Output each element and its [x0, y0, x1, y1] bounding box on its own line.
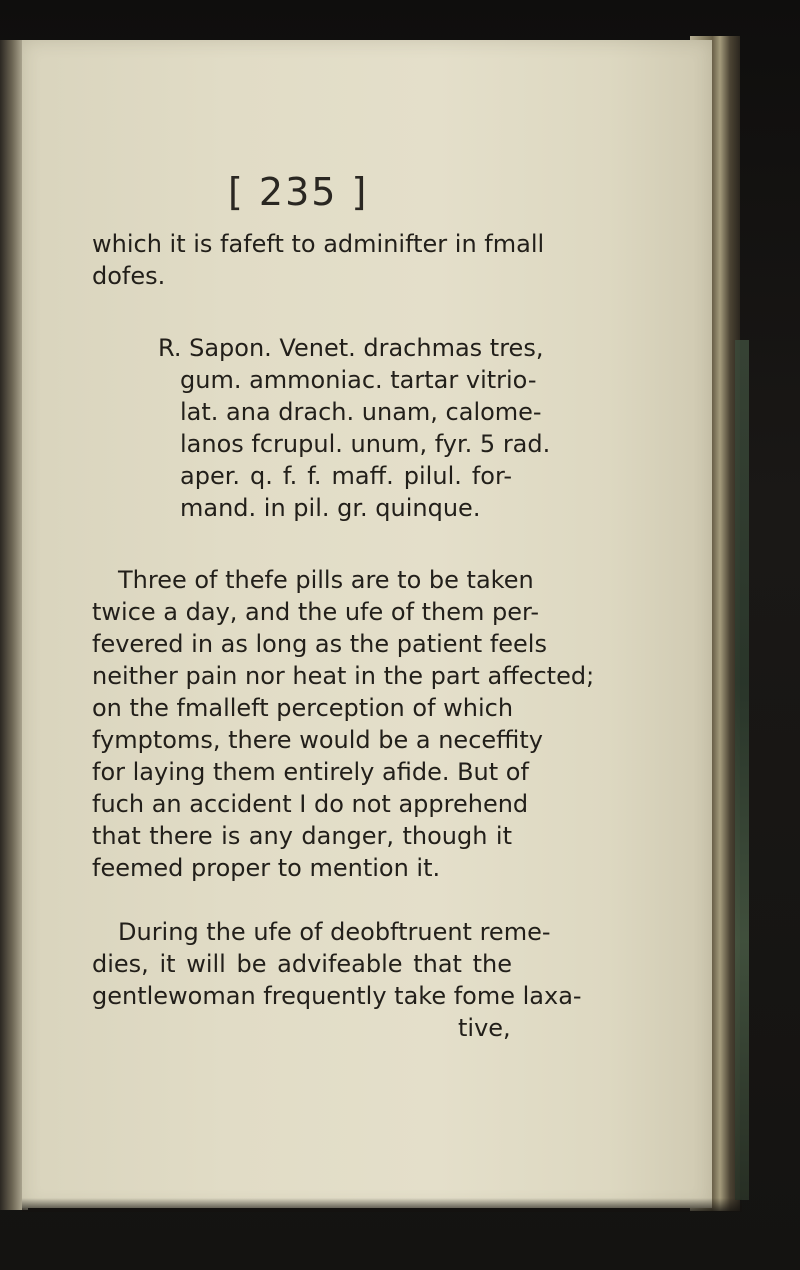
- text-line: twice a day, and the ufe of them per-: [92, 598, 540, 626]
- text-line: fymptoms, there would be a neceffity: [92, 726, 543, 754]
- text-line: dofes.: [92, 262, 166, 290]
- book-spine: [735, 340, 749, 1200]
- recipe-line: aper. q. f. f. maff. pilul. for-: [180, 462, 512, 490]
- text-line: dies, it will be advifeable that the: [92, 950, 512, 978]
- text-line: which it is fafeft to adminifter in fmall: [92, 230, 545, 258]
- text-line: fevered in as long as the patient feels: [92, 630, 547, 658]
- text-line: gentlewoman frequently take fome laxa-: [92, 982, 582, 1010]
- page-bottom-shadow: [22, 1198, 742, 1212]
- page-number-header: [ 235 ]: [228, 170, 369, 214]
- text-line: feemed proper to mention it.: [92, 854, 441, 882]
- recipe-line: R. Sapon. Venet. drachmas tres,: [158, 334, 544, 362]
- text-line: Three of thefe pills are to be taken: [118, 566, 534, 594]
- text-line: on the fmalleft perception of which: [92, 694, 514, 722]
- text-line: neither pain nor heat in the part affected;: [92, 662, 595, 690]
- recipe-line: lanos fcrupul. unum, fyr. 5 rad.: [180, 430, 551, 458]
- text-line: that there is any danger, though it: [92, 822, 512, 850]
- catchword: tive,: [458, 1014, 511, 1042]
- text-line: for laying them entirely afide. But of: [92, 758, 529, 786]
- text-line: fuch an accident I do not apprehend: [92, 790, 529, 818]
- recipe-line: gum. ammoniac. tartar vitrio-: [180, 366, 537, 394]
- text-line: During the ufe of deobftruent reme-: [118, 918, 551, 946]
- recipe-line: mand. in pil. gr. quinque.: [180, 494, 481, 522]
- recipe-line: lat. ana drach. unam, calome-: [180, 398, 542, 426]
